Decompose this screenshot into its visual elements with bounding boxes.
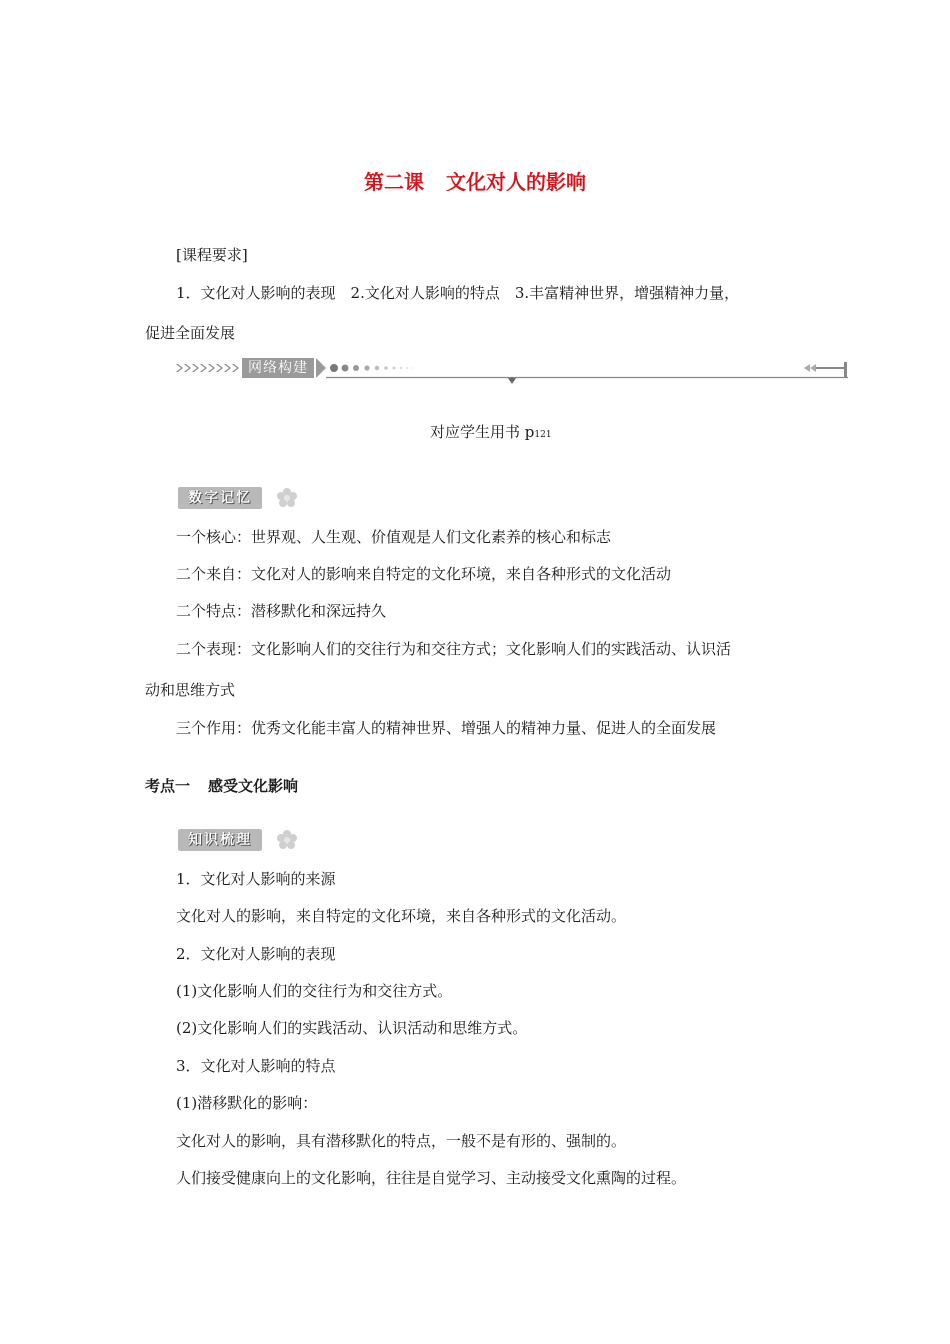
left-arrows-icon: [804, 364, 816, 372]
book-reference: [430, 422, 552, 445]
memory-line: 二个表现：文化影响人们的交往行为和交往方式；文化影响人们的实践活动、认识活: [176, 640, 732, 658]
knowledge-review-badge: 知识梳理: [178, 829, 262, 851]
flower-icon: [276, 487, 298, 509]
reference-page: 121: [534, 430, 552, 440]
memory-line: 三个作用：优秀文化能丰富人的精神世界、增强人的精神力量、促进人的全面发展: [176, 719, 717, 737]
knowledge-line: (2)文化影响人们的实践活动、认识活动和思维方式。: [176, 1019, 528, 1037]
exam-point-title: 感受文化影响: [208, 777, 299, 795]
dots-decoration: [330, 364, 414, 372]
network-construction-label: 网络构建: [242, 358, 314, 378]
knowledge-line: 1．文化对人影响的来源: [176, 870, 336, 888]
page-title: [0, 166, 950, 195]
requirements-line-1: 1．文化对人影响的表现 2.文化对人影响的特点 3.丰富精神世界，增强精神力量，: [176, 284, 740, 302]
knowledge-line: 文化对人的影响，具有潜移默化的特点，一般不是有形的、强制的。: [176, 1132, 627, 1150]
exam-point-heading: [145, 776, 298, 796]
knowledge-line: 3．文化对人影响的特点: [176, 1057, 336, 1075]
digital-memory-badge: 数字记忆: [178, 487, 262, 509]
memory-line: 二个来自：文化对人的影响来自特定的文化环境，来自各种形式的文化活动: [176, 565, 672, 583]
exam-point-label: 考点一: [145, 777, 191, 795]
memory-line: 二个特点：潜移默化和深远持久: [176, 602, 387, 620]
knowledge-line: 文化对人的影响，来自特定的文化环境，来自各种形式的文化活动。: [176, 907, 627, 925]
knowledge-line: (1)文化影响人们的交往行为和交往方式。: [176, 982, 453, 1000]
knowledge-line: (1)潜移默化的影响：: [176, 1094, 318, 1112]
title-lesson: 第二课: [364, 170, 424, 194]
requirements-line-2: 促进全面发展: [145, 324, 236, 342]
memory-line: 一个核心：世界观、人生观、价值观是人们文化素养的核心和标志: [176, 528, 612, 546]
title-topic: 文化对人的影响: [446, 170, 586, 194]
flower-icon: [276, 829, 298, 851]
reference-text: 对应学生用书 p: [430, 423, 535, 441]
chevron-arrows-icon: [176, 364, 239, 372]
requirements-heading: [课程要求]: [176, 246, 248, 264]
knowledge-line: 人们接受健康向上的文化影响，往往是自觉学习、主动接受文化熏陶的过程。: [176, 1169, 687, 1187]
memory-line: 动和思维方式: [145, 681, 236, 699]
knowledge-line: 2．文化对人影响的表现: [176, 945, 336, 963]
